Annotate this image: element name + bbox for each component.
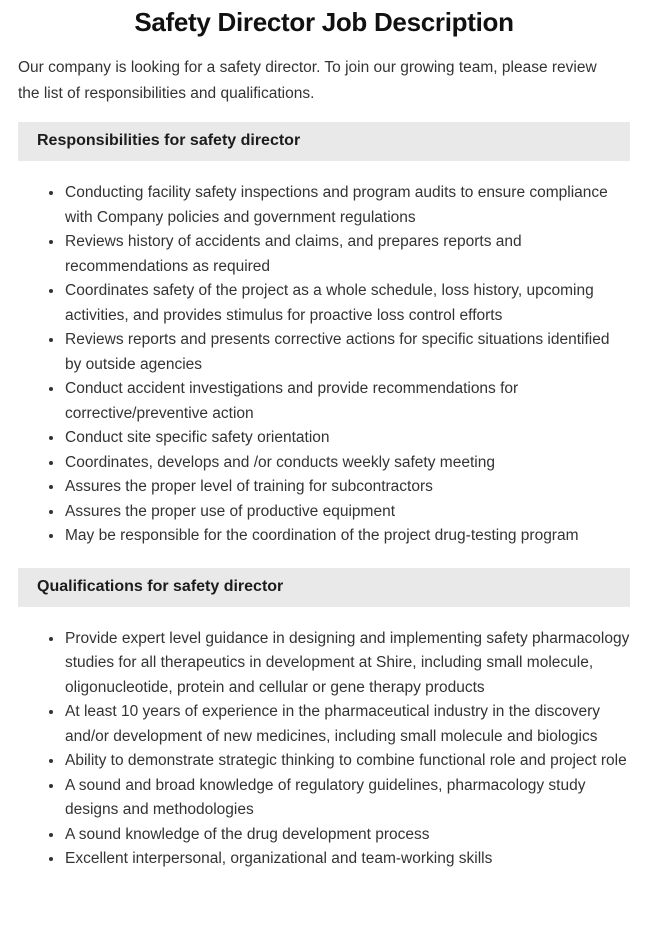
intro-text: Our company is looking for a safety director. To join our growing team, please review the list of responsibilities and qualifications. (18, 59, 597, 102)
responsibility-item: • Assures the proper level of training for subcontractors (64, 475, 630, 500)
responsibility-item: • May be responsible for the coordination of the project drug-testing program (64, 524, 630, 549)
responsibility-item: • Reviews reports and presents corrective actions for specific situations identified by outside agencies (64, 328, 630, 377)
page-title: Safety Director Job Description (134, 7, 514, 37)
responsibility-item: • Assures the proper use of productive equipment (64, 500, 630, 525)
qualification-item: • Provide expert level guidance in designing and implementing safety pharmacology studies for all therapeutics in development at Shire, including small molecule, oligonucleotide, protein and cellular or gene therapy products (64, 627, 630, 701)
responsibility-item: • Reviews history of accidents and claims, and prepares reports and recommendations as required (64, 230, 630, 279)
responsibility-item: • Conducting facility safety inspections and program audits to ensure compliance with Company policies and government regulations (64, 181, 630, 230)
qualification-item: • Ability to demonstrate strategic thinking to combine functional role and project role (64, 749, 630, 774)
qualifications-heading: Qualifications for safety director (18, 568, 630, 607)
responsibility-item: • Coordinates safety of the project as a whole schedule, loss history, upcoming activities, and provides stimulus for proactive loss control efforts (64, 279, 630, 328)
qualification-item: • A sound knowledge of the drug development process (64, 823, 630, 848)
responsibility-item: • Coordinates, develops and /or conducts weekly safety meeting (64, 451, 630, 476)
responsibility-item: • Conduct site specific safety orientation (64, 426, 630, 451)
qualification-item: • A sound and broad knowledge of regulatory guidelines, pharmacology study designs and methodologies (64, 774, 630, 823)
responsibility-item: • Conduct accident investigations and provide recommendations for corrective/preventive action (64, 377, 630, 426)
qualification-item: • Excellent interpersonal, organizational and team-working skills (64, 847, 630, 872)
qualifications-list (18, 627, 630, 872)
responsibilities-list (18, 181, 630, 549)
qualifications-section (18, 568, 630, 872)
responsibilities-section (18, 122, 630, 549)
responsibilities-heading: Responsibilities for safety director (18, 122, 630, 161)
qualification-item: • At least 10 years of experience in the pharmaceutical industry in the discovery and/or development of new medicines, including small molecule and biologics (64, 700, 630, 749)
